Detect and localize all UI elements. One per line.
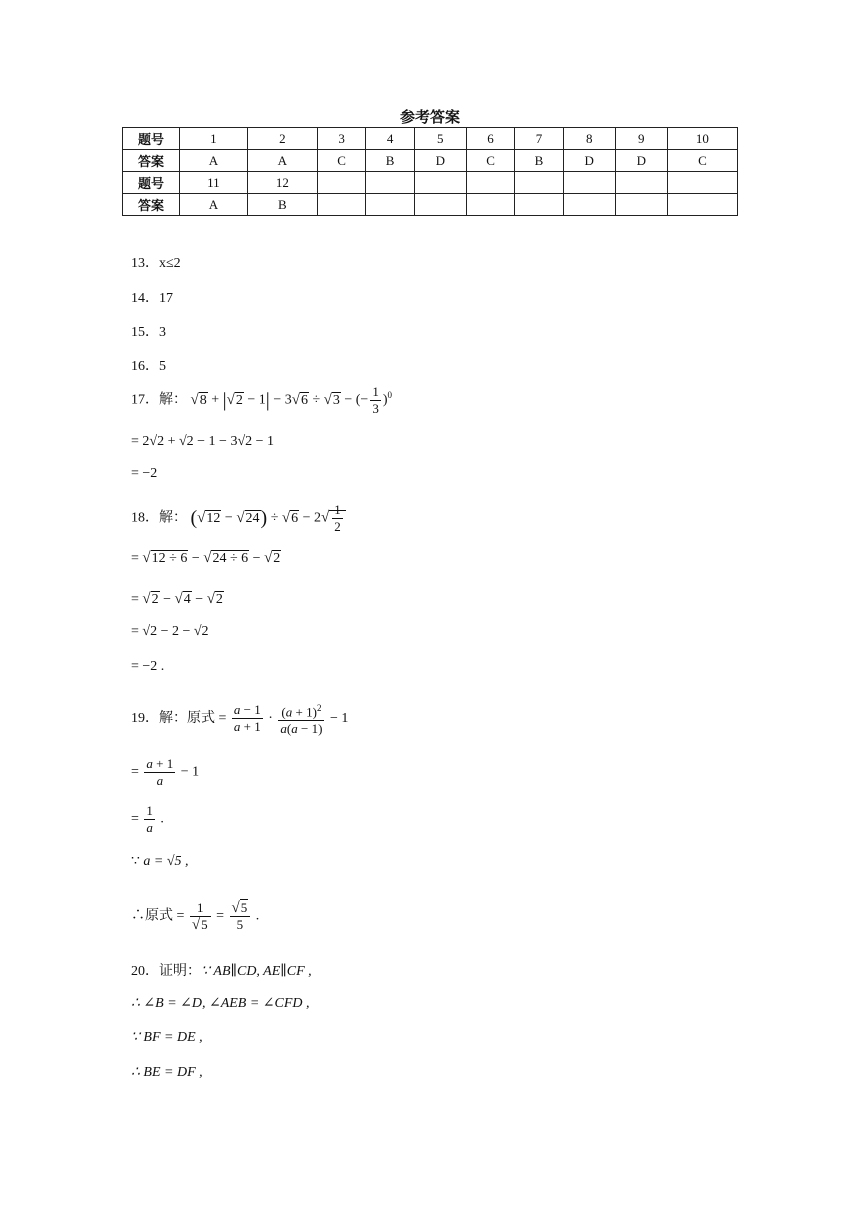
q19-result: ∴原式 = $\frac{1}{√5}$ = $\frac{√5}{5}$ .	[131, 900, 260, 933]
table-cell: C	[667, 150, 737, 172]
answer-15: 15．3	[131, 325, 166, 340]
table-cell	[615, 194, 667, 216]
table-cell	[466, 172, 514, 194]
row-header: 答案	[123, 194, 180, 216]
q18-fraction: $\frac{1}{2}$	[334, 502, 341, 534]
answer-14: 14．17	[131, 291, 173, 306]
q18-step-4: = −2 .	[131, 659, 165, 674]
table-cell	[515, 194, 563, 216]
table-cell: 9	[615, 128, 667, 150]
table-cell: 5	[414, 128, 466, 150]
q19-label: 19．解：原式	[131, 710, 215, 726]
table-cell	[563, 172, 615, 194]
table-cell: D	[414, 150, 466, 172]
q20-line-2: ∴ ∠B = ∠D, ∠AEB = ∠CFD ,	[131, 996, 310, 1011]
q17-term-sqrt8: √8	[190, 391, 207, 408]
q17-expression: 17．解： √8 + |√2 − 1| − 3√6 ÷ √3 − (− $\frac{1}{3}$ )$^0$	[131, 384, 392, 416]
because-symbol: ∵	[131, 854, 140, 869]
q17-label: 17．解：	[131, 392, 187, 408]
table-cell: C	[466, 150, 514, 172]
table-cell: B	[247, 194, 317, 216]
table-cell: 8	[563, 128, 615, 150]
table-cell	[667, 194, 737, 216]
table-cell: 1	[180, 128, 248, 150]
table-cell: A	[180, 150, 248, 172]
row-header: 题号	[123, 172, 180, 194]
q20-line-1: 20．证明：∵ AB∥CD, AE∥CF ,	[131, 964, 312, 979]
table-cell: 11	[180, 172, 248, 194]
q18-label: 18．解：	[131, 510, 187, 526]
table-row	[123, 194, 738, 216]
table-cell: B	[366, 150, 414, 172]
q19-expression: 19．解：原式 = $\frac{a - 1}{a + 1}$ · $\frac{(a + 1)^2}{a(a - 1)}$ − 1	[131, 700, 348, 737]
table-cell	[515, 172, 563, 194]
table-cell	[317, 194, 365, 216]
row-header: 题号	[123, 128, 180, 150]
table-cell	[667, 172, 737, 194]
q19-therefore: ∴原式	[131, 908, 173, 924]
table-cell: B	[515, 150, 563, 172]
table-cell: 6	[466, 128, 514, 150]
table-cell: 3	[317, 128, 365, 150]
table-cell: D	[563, 150, 615, 172]
answer-13: 13．x≤2	[131, 256, 181, 271]
row-header: 答案	[123, 150, 180, 172]
table-cell: 12	[247, 172, 317, 194]
table-cell: D	[615, 150, 667, 172]
page-title: 参考答案	[399, 108, 460, 126]
table-cell	[414, 172, 466, 194]
q17-term-abs: √2	[226, 391, 243, 408]
q19-step-1: = $\frac{a + 1}{a}$ − 1	[131, 756, 200, 788]
table-cell	[366, 172, 414, 194]
table-cell: A	[247, 150, 317, 172]
q18-expression: 18．解： (√12 − √24) ÷ √6 − 2√ $\frac{1}{2}$	[131, 502, 346, 535]
q18-step-1: = √12 ÷ 6 − √24 ÷ 6 − √2	[131, 550, 281, 566]
q17-fraction: $\frac{1}{3}$	[372, 384, 379, 416]
q18-step-2: = √2 − √4 − √2	[131, 591, 223, 607]
table-cell: 2	[247, 128, 317, 150]
answer-table	[122, 127, 738, 216]
table-row	[123, 150, 738, 172]
q20-line-3: ∵ BF = DE ,	[131, 1030, 203, 1045]
table-cell: 7	[515, 128, 563, 150]
table-cell	[414, 194, 466, 216]
q19-a-value: a = √5 ,	[143, 854, 189, 869]
q20-label: 20．证明：	[131, 964, 201, 979]
answer-16: 16．5	[131, 359, 166, 374]
table-cell	[466, 194, 514, 216]
table-cell: 10	[667, 128, 737, 150]
table-row	[123, 172, 738, 194]
q18-step-3: = √2 − 2 − √2	[131, 624, 209, 639]
table-cell	[317, 172, 365, 194]
q20-line-4: ∴ BE = DF ,	[131, 1065, 203, 1080]
table-cell: 4	[366, 128, 414, 150]
table-cell: C	[317, 150, 365, 172]
q17-step-2: = −2	[131, 466, 158, 481]
table-cell	[563, 194, 615, 216]
q19-step-2: = $\frac{1}{a}$ .	[131, 803, 164, 835]
q19-given	[131, 853, 189, 870]
table-cell	[366, 194, 414, 216]
table-cell: A	[180, 194, 248, 216]
q17-step-1: = 2√2 + √2 − 1 − 3√2 − 1	[131, 434, 275, 449]
table-cell	[615, 172, 667, 194]
table-row	[123, 128, 738, 150]
